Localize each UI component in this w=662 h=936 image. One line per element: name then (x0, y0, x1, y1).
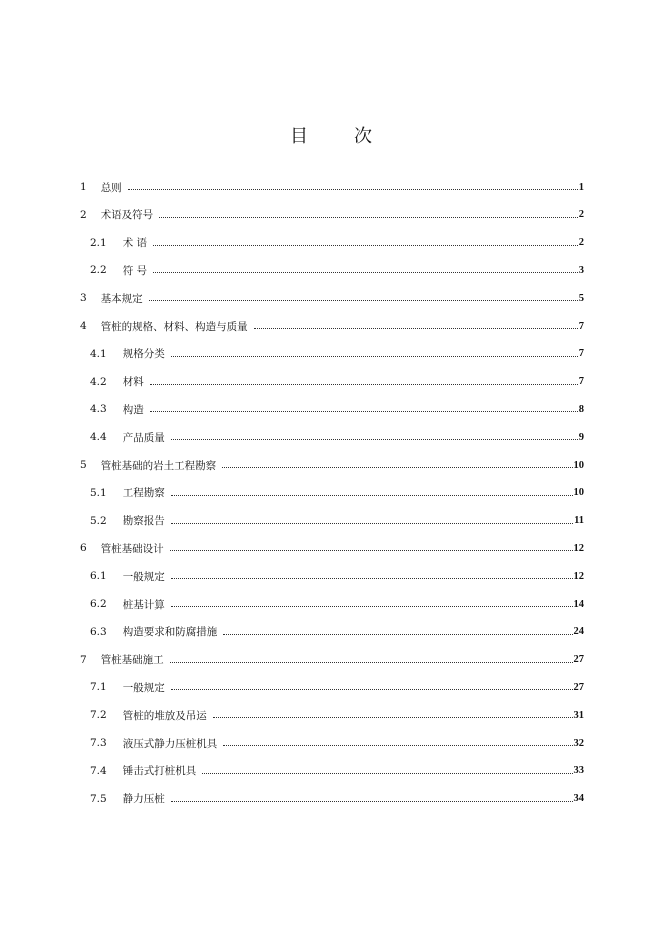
toc-entry-label: 一般规定 (122, 570, 165, 583)
dot-leader (171, 522, 573, 524)
toc-entry-page: 7 (578, 348, 584, 360)
dot-leader (223, 744, 572, 746)
toc-entry-label: 总则 (100, 181, 122, 194)
dot-leader (171, 605, 573, 607)
toc-entry-page: 5 (578, 292, 584, 304)
toc-entry[interactable] (0, 678, 584, 696)
toc-entry-page: 9 (578, 431, 584, 443)
toc-entry-label: 管桩的堆放及吊运 (122, 709, 207, 722)
toc-entry-number: 4.3 (90, 403, 107, 416)
toc-entry-label: 管桩基础设计 (100, 542, 164, 555)
toc-entry[interactable] (0, 261, 584, 279)
toc-entry-label: 规格分类 (122, 348, 165, 361)
toc-entry-page: 11 (574, 515, 584, 527)
toc-entry-page: 8 (578, 403, 584, 415)
dot-leader (171, 577, 573, 579)
toc-entry[interactable] (0, 373, 584, 391)
toc-entry-number: 7 (80, 653, 87, 666)
toc-entry-page: 12 (573, 570, 584, 582)
toc-entry[interactable] (0, 762, 584, 780)
toc-entry-label: 桩基计算 (122, 598, 165, 611)
dot-leader (153, 244, 578, 246)
toc-entry[interactable] (0, 595, 584, 613)
dot-leader (170, 549, 573, 551)
toc-entry-page: 7 (578, 376, 584, 388)
toc-entry-label: 工程勘察 (122, 487, 165, 500)
dot-leader (254, 327, 578, 329)
toc-entry[interactable] (0, 567, 584, 585)
toc-entry[interactable] (0, 706, 584, 724)
dot-leader (150, 383, 578, 385)
toc-entry-page: 1 (578, 181, 584, 193)
dot-leader (153, 271, 578, 273)
toc-entry-number: 4.4 (90, 431, 107, 444)
toc-entry-page: 33 (573, 765, 584, 777)
toc-entry-page: 14 (573, 598, 584, 610)
toc-entry-label: 基本规定 (100, 292, 143, 305)
toc-entry-number: 5 (80, 459, 87, 471)
toc-entry-number: 6 (80, 542, 87, 555)
toc-entry[interactable] (0, 456, 584, 474)
toc-entry[interactable] (0, 206, 584, 224)
toc-entry[interactable] (0, 178, 584, 196)
toc-entry-label: 静力压桩 (122, 793, 165, 806)
toc-entry-number: 2 (80, 208, 87, 221)
toc-entry-label: 符 号 (122, 264, 148, 277)
toc-entry-number: 6.2 (90, 598, 107, 610)
dot-leader (171, 688, 573, 690)
toc-entry-number: 5.1 (90, 486, 107, 499)
toc-entry[interactable] (0, 734, 584, 752)
toc-entry[interactable] (0, 234, 584, 252)
toc-entry-page: 27 (573, 681, 584, 693)
toc-entry-page: 27 (573, 654, 584, 666)
dot-leader (159, 216, 578, 218)
toc-entry-label: 术语及符号 (100, 209, 154, 222)
dot-leader (223, 633, 572, 635)
toc-entry-page: 10 (573, 487, 584, 499)
toc-entry-page: 32 (573, 737, 584, 749)
dot-leader (170, 661, 573, 663)
toc-entry-label: 锤击式打桩机具 (122, 765, 197, 778)
toc-entry-number: 4.1 (90, 347, 107, 360)
toc-entry-number: 7.3 (90, 737, 107, 749)
toc-entry-label: 构造要求和防腐措施 (122, 626, 218, 639)
toc-entry-number: 7.4 (90, 764, 107, 777)
toc-entry-number: 3 (80, 292, 87, 305)
toc-entry[interactable] (0, 400, 584, 418)
toc-entry-page: 12 (573, 542, 584, 554)
toc-entry-number: 6.1 (90, 570, 107, 583)
toc-entry-number: 1 (80, 181, 87, 193)
toc-entry-page: 34 (573, 793, 584, 805)
toc-entry-number: 7.2 (90, 709, 107, 722)
dot-leader (202, 772, 572, 774)
toc-entry-label: 构造 (122, 403, 144, 416)
page-title: 目 次 (290, 126, 386, 147)
toc-entry-label: 一般规定 (122, 681, 165, 694)
toc-entry-number: 6.3 (90, 625, 107, 638)
toc-entry-number: 2.1 (90, 236, 107, 249)
toc-entry[interactable] (0, 790, 584, 808)
dot-leader (171, 494, 573, 496)
toc-entry[interactable] (0, 512, 584, 530)
dot-leader (171, 355, 578, 357)
toc-entry-page: 3 (578, 264, 584, 276)
dot-leader (213, 716, 573, 718)
toc-entry[interactable] (0, 428, 584, 446)
toc-entry[interactable] (0, 651, 584, 669)
toc-entry-page: 10 (573, 459, 584, 471)
toc-entry-label: 产品质量 (122, 431, 165, 444)
toc-entry-label: 管桩基础施工 (100, 654, 164, 667)
toc-entry[interactable] (0, 317, 584, 335)
toc-entry-page: 7 (578, 320, 584, 332)
toc-entry-label: 管桩基础的岩土工程勘察 (100, 459, 217, 472)
toc-entry-label: 术 语 (122, 237, 148, 250)
toc-entry-number: 4.2 (90, 375, 107, 388)
toc-entry-number: 2.2 (90, 264, 107, 277)
toc-entry[interactable] (0, 289, 584, 307)
dot-leader (150, 410, 578, 412)
toc-entry-page: 2 (578, 209, 584, 221)
toc-entry-label: 液压式静力压桩机具 (122, 737, 218, 750)
dot-leader (171, 800, 573, 802)
toc-entry-number: 7.1 (90, 681, 107, 694)
dot-leader (171, 438, 578, 440)
toc-entry-label: 勘察报告 (122, 515, 165, 528)
toc-entry-page: 31 (573, 709, 584, 721)
toc-entry[interactable] (0, 539, 584, 557)
toc-entry[interactable] (0, 345, 584, 363)
toc-entry-number: 7.5 (90, 792, 107, 805)
toc-entry[interactable] (0, 484, 584, 502)
toc-entry-label: 材料 (122, 376, 144, 389)
toc-entry-label: 管桩的规格、材料、构造与质量 (100, 320, 248, 333)
toc-entry-number: 5.2 (90, 514, 107, 527)
dot-leader (128, 188, 578, 190)
toc-entry-page: 24 (573, 626, 584, 638)
toc-entry[interactable] (0, 623, 584, 641)
toc-entry-number: 4 (80, 320, 87, 332)
dot-leader (222, 466, 572, 468)
toc-entry-page: 2 (578, 237, 584, 249)
dot-leader (149, 299, 578, 301)
